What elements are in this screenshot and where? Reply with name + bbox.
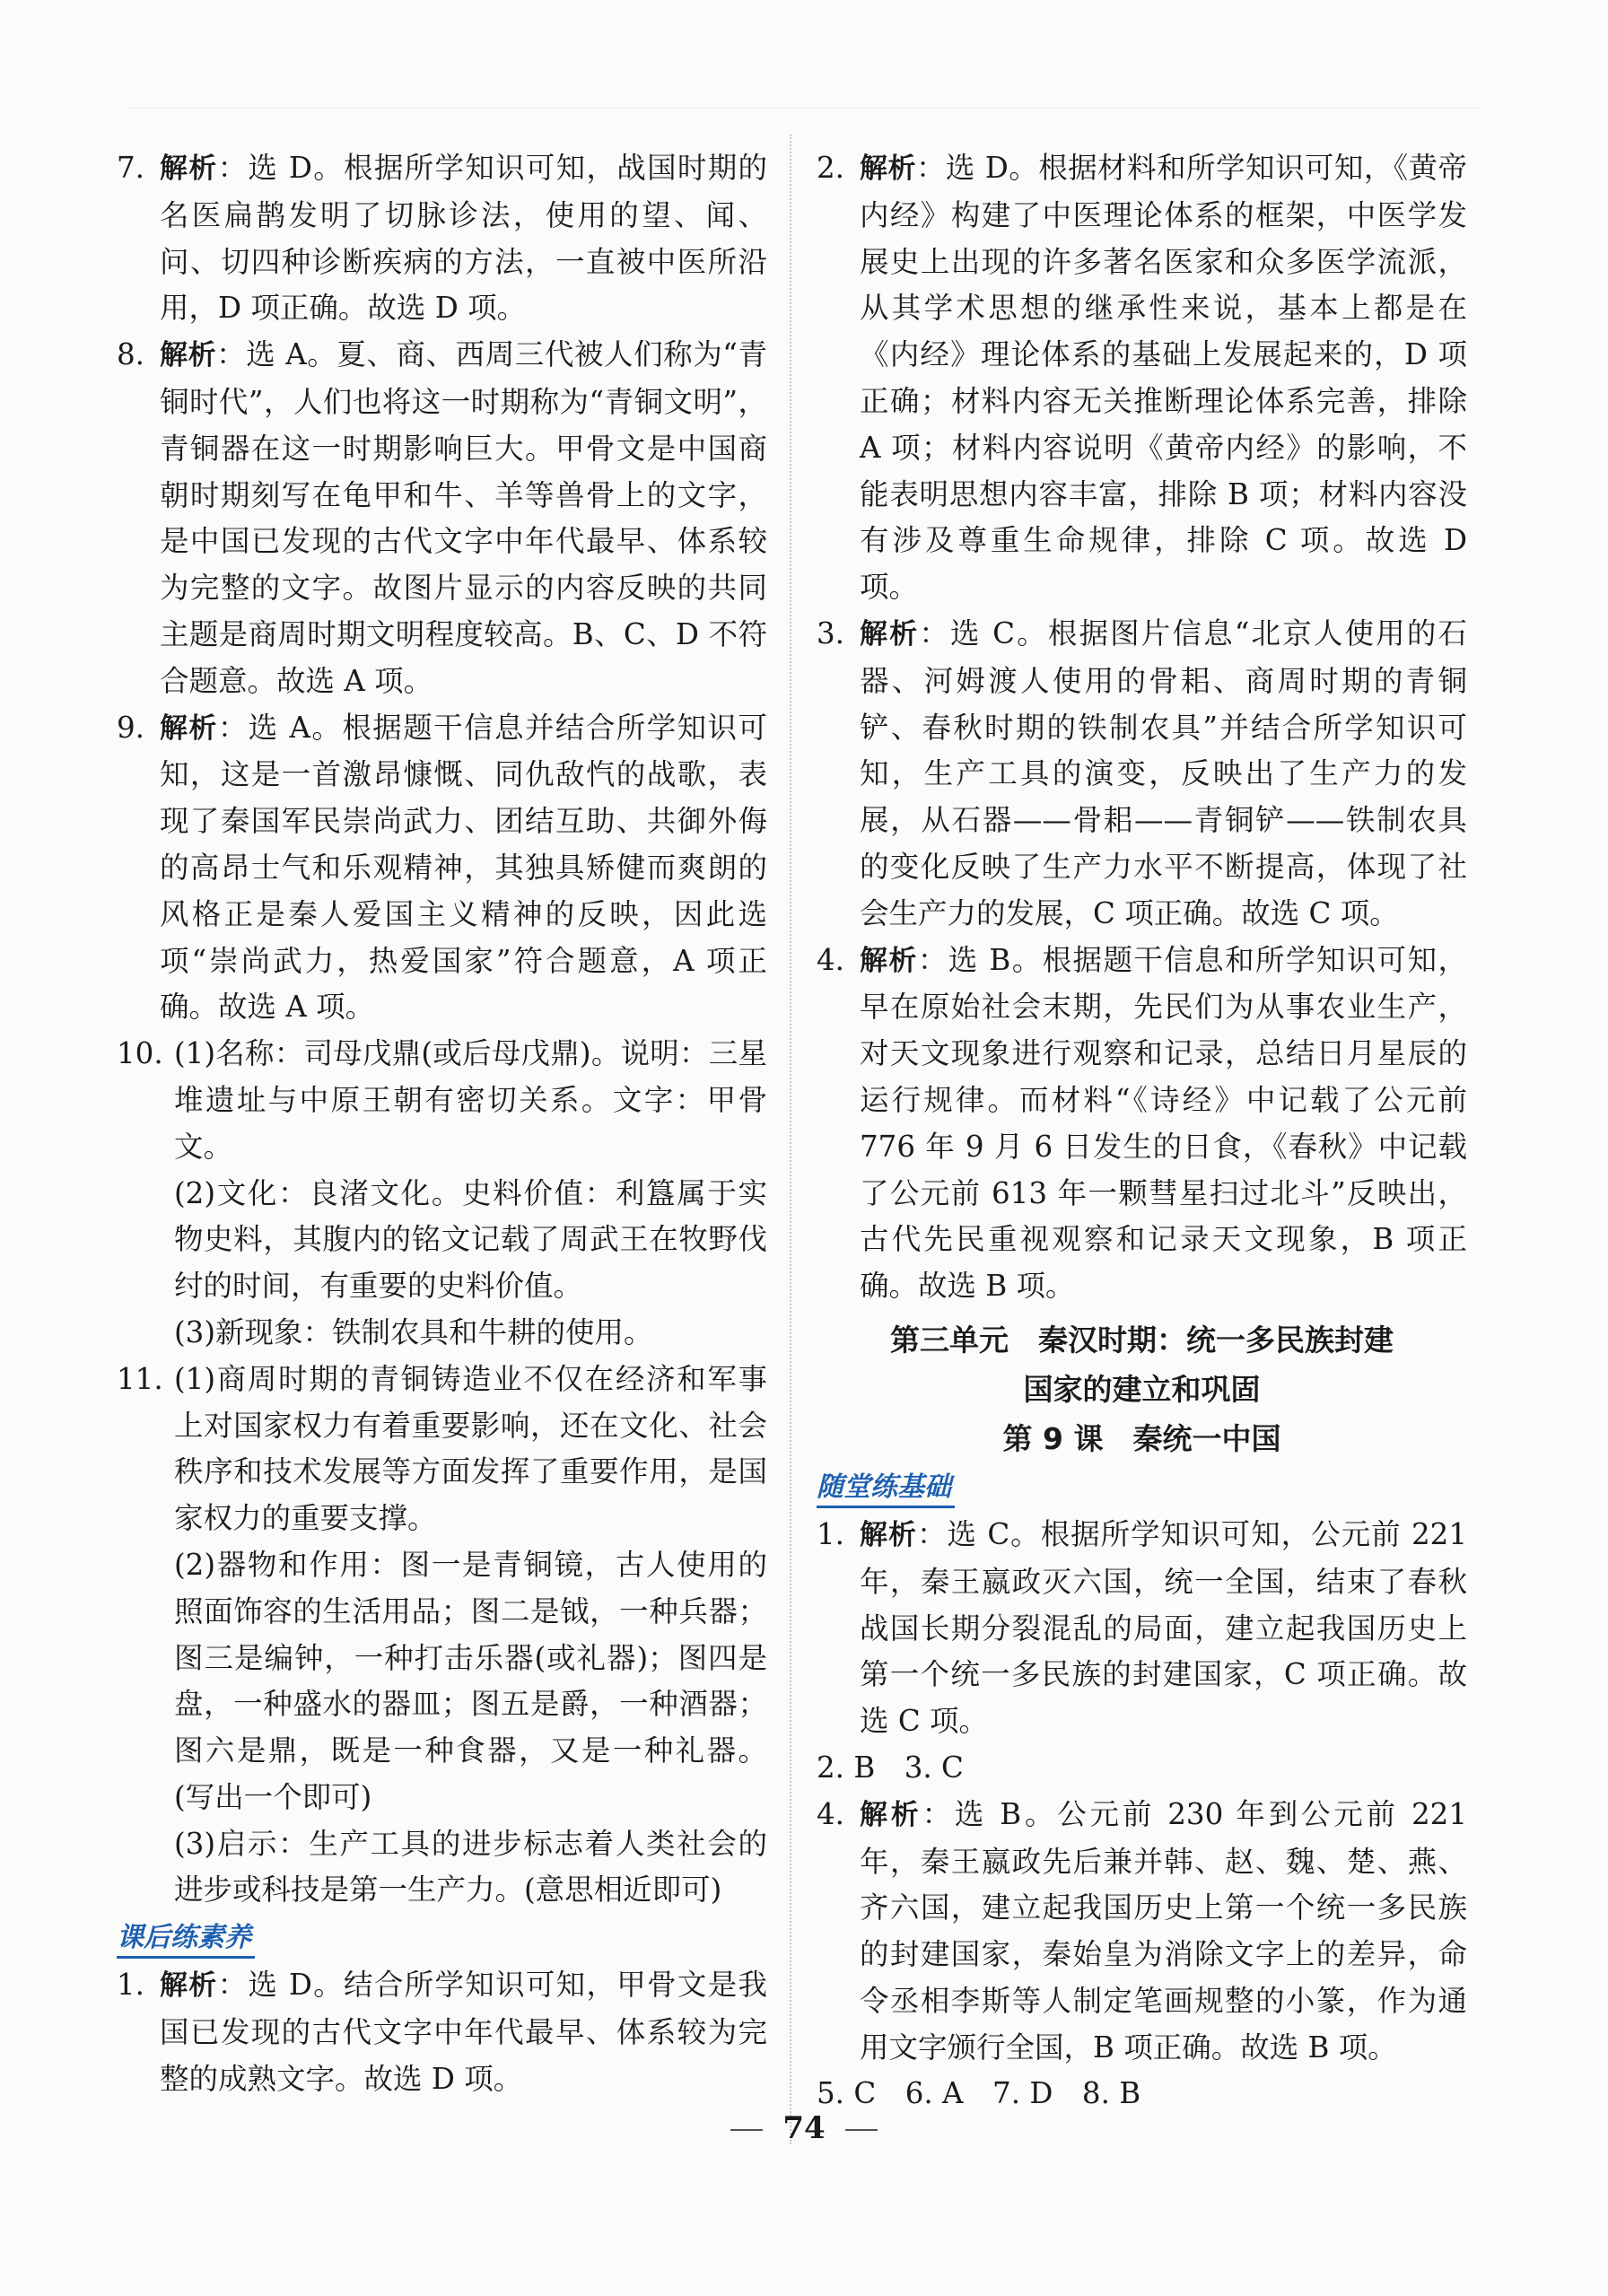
answers-5-8: 5. C 6. A 7. D 8. B: [817, 2076, 1141, 2111]
answer-part-3: (3)启示：生产工具的进步标志着人类社会的进步或科技是第一生产力。(意思相近即可): [174, 1826, 767, 1908]
answer-part-2: (2)文化：良渚文化。史料价值：利簋属于实物史料，其腹内的铭文记载了周武王在牧野伐纣的时间，有重要的史料价值。: [174, 1175, 767, 1304]
question-number: 10.: [117, 1036, 163, 1071]
question-number: 1.: [117, 1968, 145, 2003]
answer-10: [117, 1031, 767, 1357]
answer-text: ：选 A。根据题干信息并结合所学知识可知，这是一首激昂慷慨、同仇敌忾的战歌，表现了秦国军民崇尚武力、团结互助、共御外侮的高昂士气和乐观精神，其独具矫健而爽朗的风格正是秦人爱国主义精神的反映，因此选项“崇尚武力，热爱国家”符合题意，A 项正确。故选 A 项。: [160, 710, 767, 1025]
answer-text: ：选 B。根据题干信息和所学知识可知，早在原始社会末期，先民们为从事农业生产，对天文现象进行观察和记录，总结日月星辰的运行规律。而材料“《诗经》中记载了公元前 776 年 9 月 6 日发生的日食，《春秋》中记载了公元前 613 年一颗彗星扫过北斗”反映出，古代先民重视观察和记录天文现象，B 项正确。故选 B 项。: [860, 942, 1467, 1304]
question-number: 8.: [117, 337, 145, 372]
question-number: 11.: [117, 1361, 163, 1396]
answer-4: [817, 938, 1467, 1310]
analysis-label: 解析: [860, 617, 920, 650]
question-number: 2.: [817, 151, 845, 185]
top-rule: [126, 108, 1481, 109]
answer-part-2: (2)器物和作用：图一是青铜镜，古人使用的照面饰容的生活用品；图二是钺，一种兵器；图三是编钟，一种打击乐器(或礼器)；图四是盘，一种盛水的器皿；图五是爵，一种酒器；图六是鼎，既是一种食器，又是一种礼器。(写出一个即可): [174, 1547, 767, 1814]
page-number-dash-right: [845, 2129, 878, 2131]
answer-class-1: [817, 1512, 1467, 1745]
answer-text: ：选 D。根据材料和所学知识可知，《黄帝内经》构建了中医理论体系的框架，中医学发展史上出现的许多著名医家和众多医学流派，从其学术思想的继承性来说，基本上都是在《内经》理论体系的基础上发展起来的，D 项正确；材料内容无关推断理论体系完善，排除 A 项；材料内容说明《黄帝内经》的影响，不能表明思想内容丰富，排除 B 项；材料内容没有涉及尊重生命规律，排除 C 项。故选 D 项。: [860, 151, 1468, 605]
question-number: 9.: [117, 710, 145, 745]
answer-text: ：选 D。根据所学知识可知，战国时期的名医扁鹊发明了切脉诊法，使用的望、闻、问、切四种诊断疾病的方法，一直被中医所沿用，D 项正确。故选 D 项。: [160, 151, 768, 326]
answer-text: ：选 A。夏、商、西周三代被人们称为“青铜时代”，人们也将这一时期称为“青铜文明”，青铜器在这一时期影响巨大。甲骨文是中国商朝时期刻写在龟甲和牛、羊等兽骨上的文字，是中国已发现的古代文字中年代最早、体系较为完整的文字。故图片显示的内容反映的共同主题是商周时期文明程度较高。B、C、D 不符合题意。故选 A 项。: [160, 337, 768, 698]
analysis-label: 解析: [860, 1518, 917, 1551]
answer-part-3: (3)新现象：铁制农具和牛耕的使用。: [174, 1314, 653, 1349]
answer-text: ：选 C。根据图片信息“北京人使用的石器、河姆渡人使用的骨耜、商周时期的青铜铲、春秋时期的铁制农具”并结合所学知识可知，生产工具的演变，反映出了生产力的发展，从石器——骨耜——青铜铲——铁制农具的变化反映了生产力水平不断提高，体现了社会生产力的发展，C 项正确。故选 C 项。: [860, 615, 1467, 930]
unit-title-line-1: 第三单元 秦汉时期：统一多民族封建: [890, 1322, 1394, 1358]
answer-class-4: [817, 1792, 1467, 2072]
analysis-label: 解析: [160, 1969, 218, 2003]
analysis-label: 解析: [860, 944, 918, 977]
left-column: [117, 145, 767, 2103]
question-number: 4.: [817, 1796, 845, 1831]
answer-part-1: (1)商周时期的青铜铸造业不仅在经济和军事上对国家权力有着重要影响，还在文化、社会秩序和技术发展等方面发挥了重要作用，是国家权力的重要支撑。: [174, 1361, 767, 1536]
unit-title: [817, 1315, 1467, 1414]
page-number: [0, 2110, 1608, 2146]
answer-text: ：选 B。公元前 230 年到公元前 221 年，秦王嬴政先后兼并韩、赵、魏、楚、燕、齐六国，建立起我国历史上第一个统一多民族的封建国家，秦始皇为消除文字上的差异，命令丞相李斯等人制定笔画规整的小篆，作为通用文字颁行全国，B 项正确。故选 B 项。: [860, 1796, 1468, 2065]
analysis-label: 解析: [860, 1798, 922, 1831]
section-heading: 随堂练基础: [817, 1470, 955, 1508]
right-column: [817, 145, 1467, 2117]
answer-text: ：选 D。结合所学知识可知，甲骨文是我国已发现的古代文字中年代最早、体系较为完整的成熟文字。故选 D 项。: [160, 1968, 768, 2096]
answer-homework-1: [117, 1962, 767, 2102]
answer-text: ：选 C。根据所学知识可知，公元前 221 年，秦王嬴政灭六国，统一全国，结束了春秋战国长期分裂混乱的局面，建立起我国历史上第一个统一多民族的封建国家，C 项正确。故选 C 项。: [860, 1516, 1468, 1739]
lesson-title: 第 9 课 秦统一中国: [1002, 1420, 1281, 1456]
answer-2: [817, 145, 1467, 611]
answer-part-1: (1)名称：司母戊鼎(或后母戊鼎)。说明：三星堆遗址与中原王朝有密切关系。文字：甲骨文。: [174, 1036, 767, 1164]
column-divider: [790, 135, 791, 2144]
unit-title-line-2: 国家的建立和巩固: [1023, 1371, 1261, 1407]
analysis-label: 解析: [160, 339, 217, 372]
answer-9: [117, 705, 767, 1032]
question-number: 3.: [817, 615, 845, 650]
answer-7: [117, 145, 767, 332]
section-heading: 课后练素养: [117, 1920, 255, 1959]
answer-11: [117, 1357, 767, 1915]
answer-3: [817, 611, 1467, 938]
question-number: 1.: [817, 1516, 845, 1551]
answers-2-3: 2. B 3. C: [817, 1750, 964, 1785]
analysis-label: 解析: [160, 711, 218, 745]
analysis-label: 解析: [860, 153, 916, 185]
question-number: 4.: [817, 942, 845, 977]
answer-8: [117, 332, 767, 704]
page-number-value: 74: [782, 2110, 826, 2146]
analysis-label: 解析: [160, 153, 218, 185]
page-number-dash-left: [730, 2129, 763, 2131]
question-number: 7.: [117, 151, 145, 185]
